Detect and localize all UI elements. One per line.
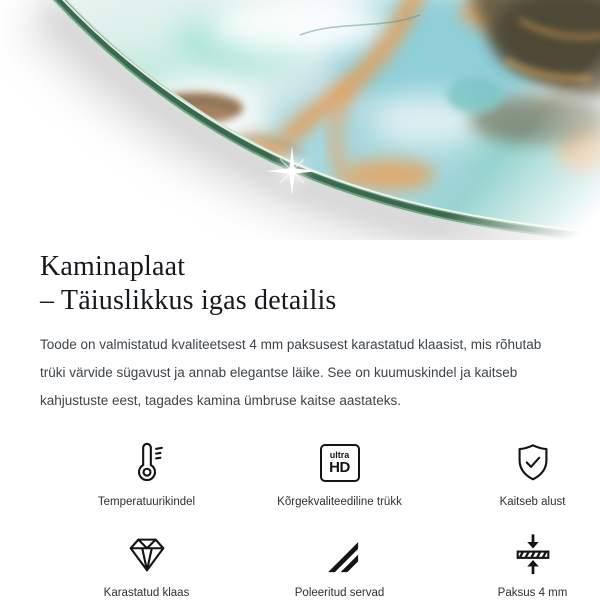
polished-edges-icon: [317, 530, 363, 578]
ultra-hd-icon-text-top: ultra: [329, 450, 350, 460]
feature-label: Temperatuurikindel: [97, 496, 196, 508]
feature-label: Kaitseb alust: [499, 496, 566, 508]
feature-print-quality: [243, 439, 436, 508]
product-description: Toode on valmistatud kvaliteetsest 4 mm paksusest karastatud klaasist, mis rõhutab trüki värvide sügavust ja annab elegantse läike. See on kuumuskindel ja kaitseb kahjustuste eest, tagades kamina ümbruse kaitse aastateks.: [40, 337, 542, 408]
feature-label: Karastatud klaas: [103, 587, 190, 599]
glass-plate-image: [0, 0, 600, 240]
feature-temperature: [50, 439, 243, 508]
page-title: [40, 250, 560, 318]
feature-tempered-glass: [50, 530, 243, 599]
product-image: [0, 0, 600, 240]
features-grid: [50, 439, 568, 599]
feature-thickness: [436, 530, 600, 599]
page-title-line2: – Täiuslikkus igas detailis: [40, 285, 337, 316]
ultra-hd-icon-text-bottom: HD: [329, 459, 350, 476]
feature-protects-base: [436, 439, 600, 508]
product-info-section: [0, 250, 600, 599]
page-title-line1: Kaminaplaat: [40, 251, 186, 282]
feature-polished-edges: [243, 530, 436, 599]
image-fade: [0, 0, 600, 240]
ultra-hd-icon: [320, 439, 360, 487]
thermometer-icon: [124, 439, 170, 487]
thickness-icon: [510, 530, 556, 578]
feature-label: Kõrgekvaliteediline trükk: [277, 496, 402, 508]
feature-label: Poleeritud servad: [294, 587, 385, 599]
feature-label: Paksus 4 mm: [497, 587, 568, 599]
shield-check-icon: [510, 439, 556, 487]
diamond-icon: [124, 530, 170, 578]
